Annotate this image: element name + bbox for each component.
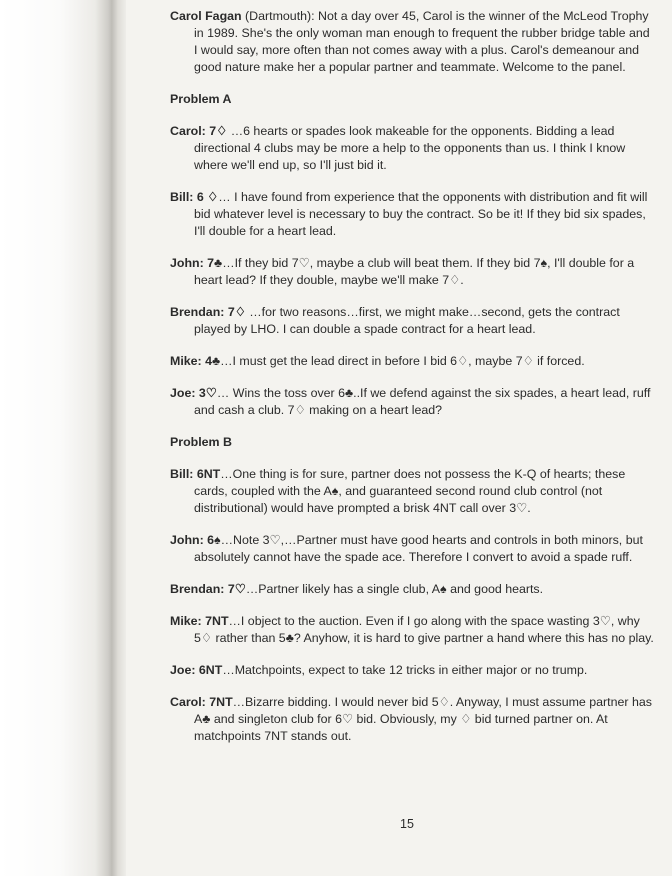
page-number: 15 [400, 817, 414, 831]
answer-text: …Note 3♡,…Partner must have good hearts and controls in both minors, but absolutely cannot have the spade ace. Therefore I convert to avoid a spade ruff. [194, 533, 643, 564]
answer-bidder: Carol: 7NT [170, 695, 233, 709]
page-fold-shadow [112, 0, 126, 876]
problem-b-answer [170, 613, 654, 647]
problem-b-heading: Problem B [170, 435, 232, 449]
page-body [170, 8, 654, 831]
answer-text: …If they bid 7♡, maybe a club will beat them. If they bid 7♠, I'll double for a heart lead? If they double, maybe we'll make 7♢. [194, 256, 635, 287]
problem-a-answer [170, 123, 654, 174]
panelist-name: Carol Fagan [170, 9, 242, 23]
answer-text: …One thing is for sure, partner does not possess the K-Q of hearts; these cards, coupled with the A♠, and guaranteed second round club control (not distributional) would have prompted a brisk 4NT call over 3♡. [194, 467, 626, 515]
answer-bidder: Joe: 6NT [170, 663, 223, 677]
answer-bidder: Brendan: 7♡ [170, 582, 246, 596]
answer-text: …I object to the auction. Even if I go along with the space wasting 3♡, why 5♢ rather than 5♣? Anyhow, it is hard to give partner a hand where this has no play. [194, 614, 654, 645]
answer-text: …for two reasons…first, we might make…second, gets the contract played by LHO. I can double a spade contract for a heart lead. [194, 305, 620, 336]
answer-text: …6 hearts or spades look makeable for the opponents. Bidding a lead directional 4 clubs may be more a help to the opponents than us. I think I know where we'll end up, so I'll just bid it. [194, 124, 626, 172]
answer-bidder: Bill: 6NT [170, 467, 221, 481]
answer-text: … I have found from experience that the opponents with distribution and fit will bid whatever level is necessary to buy the contract. So be it! If they bid six spades, I'll double for a heart lead. [194, 190, 648, 238]
problem-a-answer [170, 385, 654, 419]
answer-bidder: Mike: 7NT [170, 614, 229, 628]
panelist-intro [170, 8, 654, 76]
answer-bidder: John: 6♠ [170, 533, 221, 547]
panelist-bio: (Dartmouth): Not a day over 45, Carol is the winner of the McLeod Trophy in 1989. She's the only woman man enough to frequent the rubber bridge table and I would say, more often than not comes away with a plus. Carol's demeanour and good nature make her a popular partner and teammate. Welcome to the panel. [194, 9, 650, 74]
answer-text: …Partner likely has a single club, A♠ and good hearts. [245, 582, 544, 596]
problem-b-answer [170, 466, 654, 517]
answer-bidder: Mike: 4♣ [170, 354, 221, 368]
answer-bidder: Brendan: 7♢ [170, 305, 246, 319]
problem-a-answer [170, 353, 654, 370]
problem-a-answer [170, 255, 654, 289]
answer-bidder: John: 7♣ [170, 256, 223, 270]
problem-b-answer [170, 694, 654, 745]
answer-text: … Wins the toss over 6♣..If we defend against the six spades, a heart lead, ruff and cash a club. 7♢ making on a heart lead? [194, 386, 651, 417]
answer-text: …Matchpoints, expect to take 12 tricks in either major or no trump. [222, 663, 588, 677]
answer-text: …Bizarre bidding. I would never bid 5♢. Anyway, I must assume partner has A♣ and singleton club for 6♡ bid. Obviously, my ♢ bid turned partner on. At matchpoints 7NT stands out. [194, 695, 652, 743]
problem-a-heading: Problem A [170, 92, 232, 106]
problem-b-answer [170, 581, 654, 598]
answer-bidder: Bill: 6 ♢ [170, 190, 219, 204]
problem-a-answer [170, 189, 654, 240]
answer-bidder: Joe: 3♡ [170, 386, 217, 400]
problem-b-answer [170, 532, 654, 566]
problem-b-answer [170, 662, 654, 679]
problem-a-answer [170, 304, 654, 338]
answer-text: …I must get the lead direct in before I bid 6♢, maybe 7♢ if forced. [220, 354, 585, 368]
book-gutter [0, 0, 112, 876]
answer-bidder: Carol: 7♢ [170, 124, 228, 138]
